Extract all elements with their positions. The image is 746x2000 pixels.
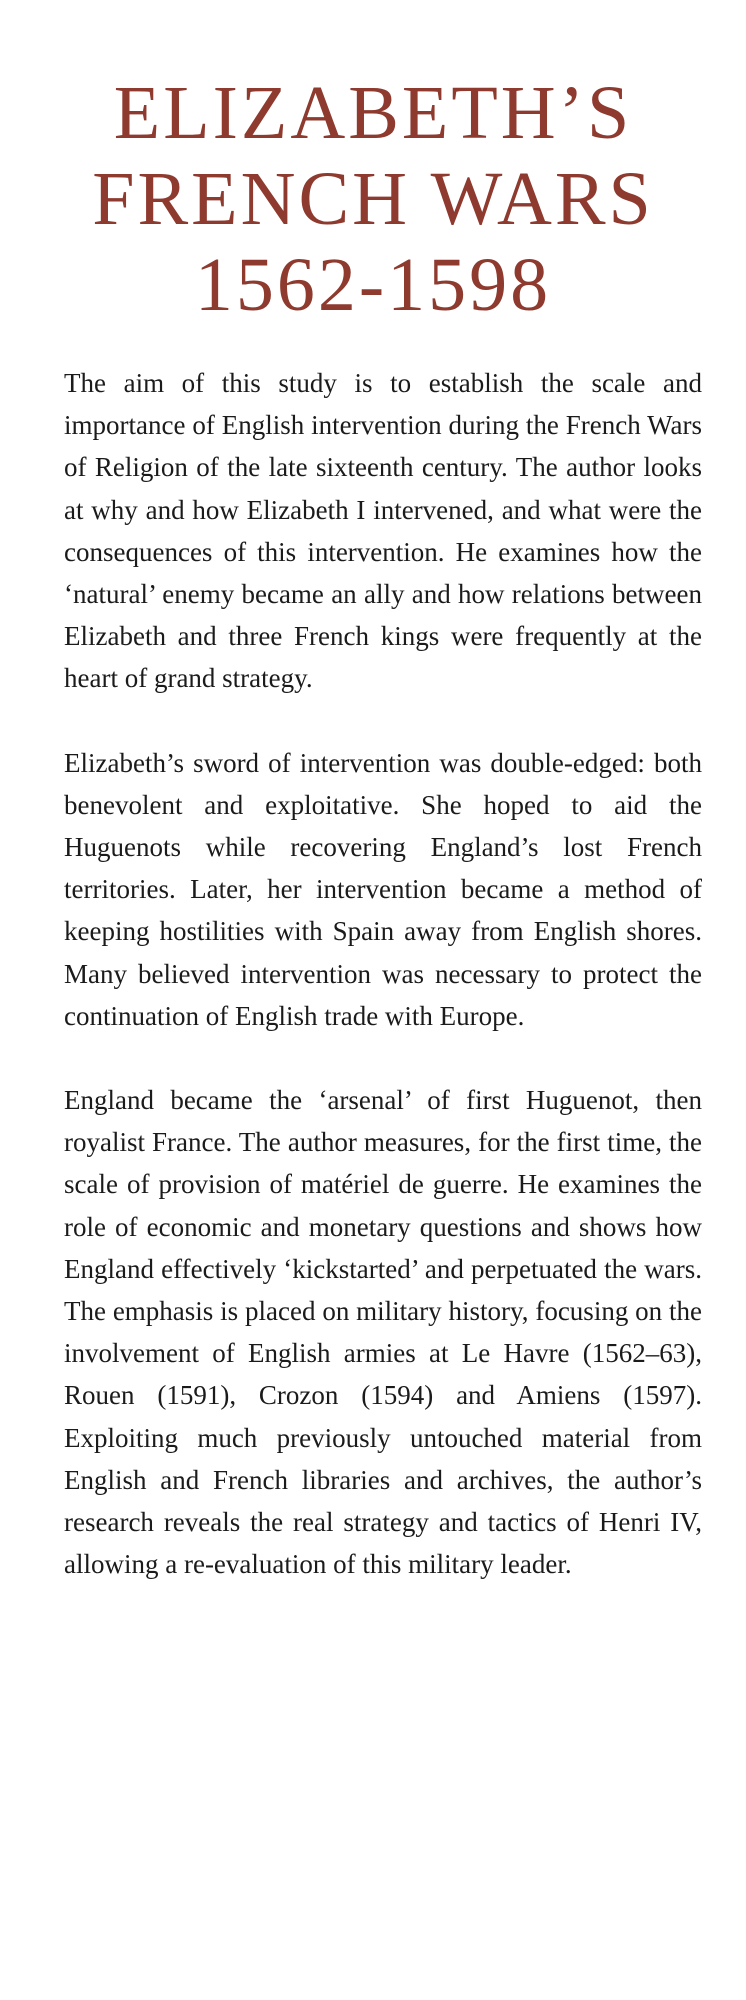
book-title (0, 70, 746, 328)
title-line-2: FRENCH WARS (92, 157, 654, 241)
title-line-3: 1562-1598 (194, 243, 552, 327)
paragraph-2: Elizabeth’s sword of intervention was double-edged: both benevolent and exploitative. She hoped to aid the Huguenots while recovering England’s lost French territories. Later, her intervention became a method of keeping hostilities with Spain away from English shores. Many believed intervention was necessary to protect the continuation of English trade with Europe. (64, 747, 702, 1031)
paragraph-1: The aim of this study is to establish the scale and importance of English intervention during the French Wars of Religion of the late sixteenth century. The author looks at why and how Elizabeth I intervened, and what were the consequences of this intervention. He examines how the ‘natural’ enemy became an ally and how relations between Elizabeth and three French kings were frequently at the heart of grand strategy. (64, 368, 702, 694)
title-line-1: ELIZABETH’S (113, 71, 633, 155)
description-text (64, 362, 702, 1627)
paragraph-3: England became the ‘arsenal’ of first Huguenot, then royalist France. The author measures, for the first time, the scale of provision of matériel de guerre. He examines the role of economic and monetary questions and shows how England effectively ‘kickstarted’ and perpetuated the wars. The emphasis is placed on military history, focusing on the involvement of English armies at Le Havre (1562–63), Rouen (1591), Crozon (1594) and Amiens (1597). Exploiting much previously untouched material from English and French libraries and archives, the author’s research reveals the real strategy and tactics of Henri IV, allowing a re-evaluation of this military leader. (64, 1085, 702, 1580)
